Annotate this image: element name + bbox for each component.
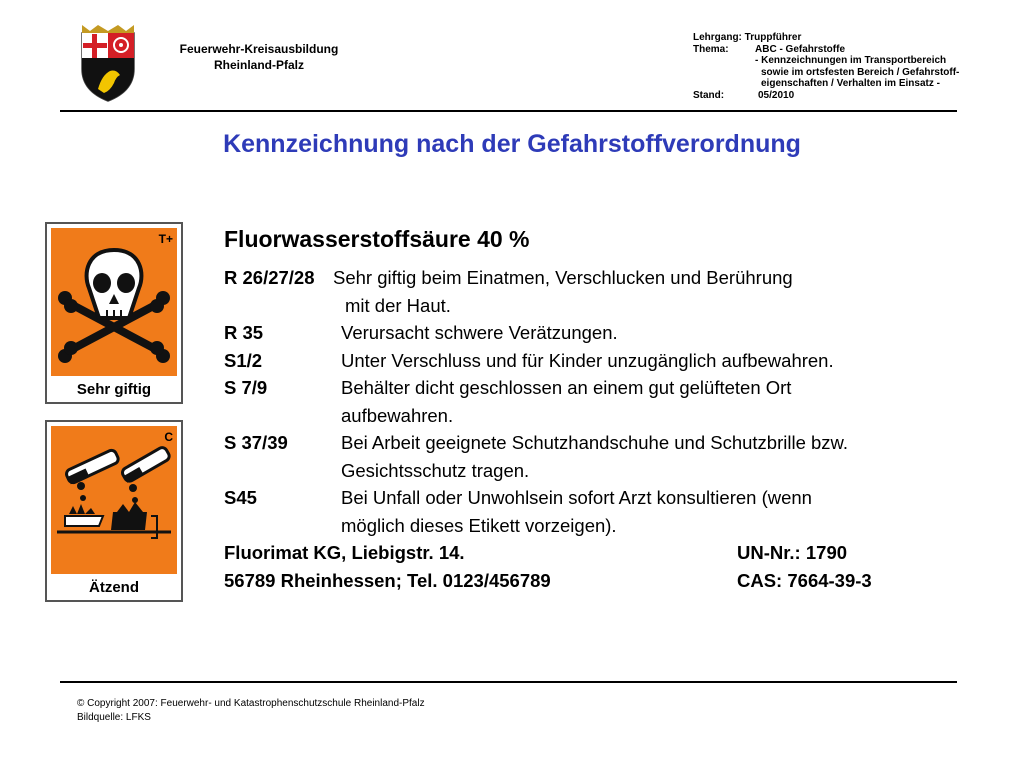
phrase-text: mit der Haut. <box>345 294 451 316</box>
state-crest-logo <box>76 25 140 103</box>
supplier-address: Fluorimat KG, Liebigstr. 14. <box>224 542 465 563</box>
hazard-code: C <box>164 430 173 444</box>
contact-row <box>224 539 984 567</box>
copyright-text: © Copyright 2007: Feuerwehr- und Katastrophenschutzschule Rheinland-Pfalz <box>77 698 425 709</box>
header-divider <box>60 110 957 112</box>
topic-label: Thema: <box>693 43 729 55</box>
organization-line: Rheinland-Pfalz <box>213 58 304 72</box>
organization-name <box>150 41 368 73</box>
hazard-sign-corrosive <box>45 420 183 602</box>
course-label: Lehrgang: <box>693 32 742 43</box>
contact-row <box>224 567 984 595</box>
hazard-sign-very-toxic <box>45 222 183 404</box>
phrase-code: S45 <box>224 487 257 508</box>
topic-line: sowie im ortsfesten Bereich / Gefahrstoff- <box>761 66 960 78</box>
hazard-caption: Ätzend <box>89 579 139 596</box>
phrase-row <box>224 484 984 539</box>
phrase-code: S 37/39 <box>224 432 288 453</box>
phrase-text: Gesichtsschutz tragen. <box>341 459 530 481</box>
phrase-code: S 7/9 <box>224 377 268 398</box>
corrosive-icon <box>51 426 177 574</box>
phrase-text: aufbewahren. <box>341 404 454 426</box>
phrase-code: R 35 <box>224 322 264 343</box>
phrase-text: Sehr giftig beim Einatmen, Verschlucken und Berührung <box>333 267 793 288</box>
image-source-text: Bildquelle: LFKS <box>77 712 151 723</box>
footer <box>77 697 425 725</box>
phrase-code: R 26/27/28 <box>224 267 315 288</box>
status-label: Stand: <box>693 89 725 101</box>
phrase-text: Bei Arbeit geeignete Schutzhandschuhe und Schutzbrille bzw. <box>341 432 849 453</box>
skull-crossbones-icon <box>51 228 177 376</box>
phrase-row <box>224 374 984 429</box>
phrase-code: S1/2 <box>224 349 263 371</box>
topic-line: eigenschaften / Verhalten im Einsatz - <box>761 78 940 90</box>
course-value: Truppführer <box>744 32 802 43</box>
topic-line: - Kennzeichnungen im Transportbereich <box>755 55 947 67</box>
hazard-code: T+ <box>158 232 173 246</box>
hazard-caption: Sehr giftig <box>76 381 152 398</box>
phrase-text: Verursacht schwere Verätzungen. <box>341 322 618 343</box>
phrase-row <box>224 347 984 375</box>
footer-divider <box>60 681 957 683</box>
phrase-row <box>224 319 984 347</box>
substance-panel <box>224 222 984 594</box>
topic-line: ABC - Gefahrstoffe <box>755 43 846 55</box>
substance-name: Fluorwasserstoffsäure 40 % <box>224 226 530 252</box>
phrase-row <box>224 264 984 319</box>
status-value: 05/2010 <box>758 89 795 101</box>
course-meta <box>693 32 959 102</box>
supplier-phone: 56789 Rheinhessen; Tel. 0123/456789 <box>224 569 551 591</box>
phrase-row <box>224 429 984 484</box>
un-number: UN-Nr.: 1790 <box>737 542 848 563</box>
phrase-text: Bei Unfall oder Unwohlsein sofort Arzt konsultieren (wenn <box>341 487 812 508</box>
phrase-text: Behälter dicht geschlossen an einem gut gelüfteten Ort <box>341 377 792 398</box>
phrase-text: möglich dieses Etikett vorzeigen). <box>341 514 617 536</box>
slide-title: Kennzeichnung nach der Gefahrstoffverordnung <box>223 130 801 158</box>
cas-number: CAS: 7664-39-3 <box>737 569 872 591</box>
phrase-text: Unter Verschluss und für Kinder unzugänglich aufbewahren. <box>341 349 834 371</box>
organization-line: Feuerwehr-Kreisausbildung <box>179 42 339 56</box>
